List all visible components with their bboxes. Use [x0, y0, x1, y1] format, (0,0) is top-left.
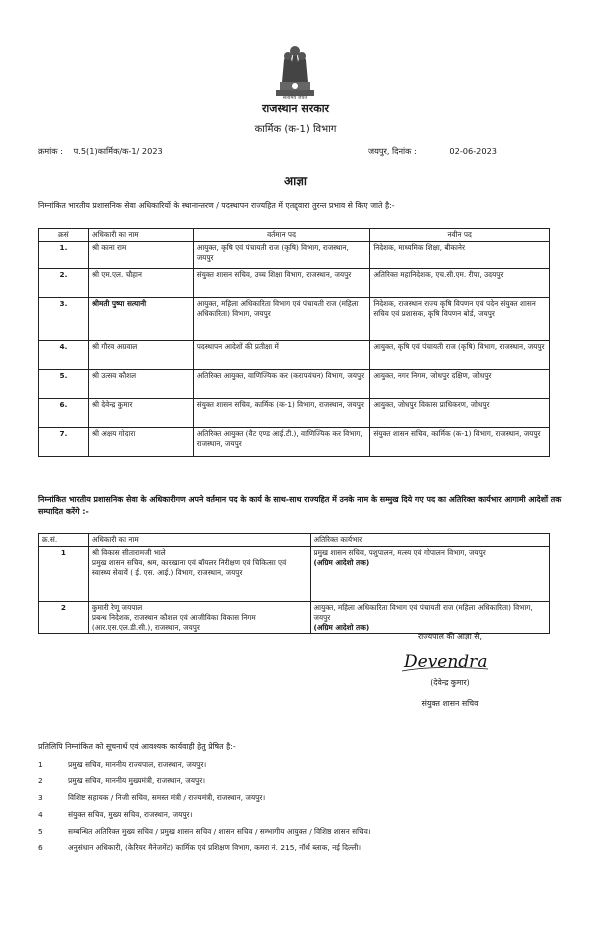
- col-header-sn: क्र.सं.: [39, 534, 89, 547]
- signature-text: Devendra: [404, 652, 488, 672]
- table-row: [39, 398, 550, 427]
- row-name: श्रीमती पुष्पा सत्यानी: [88, 297, 193, 340]
- list-item-number: 1: [38, 760, 43, 769]
- signatory-name: (देवेन्द्र कुमार): [430, 678, 470, 687]
- row-name: कुमारी रेणू जयपाल: [91, 602, 143, 612]
- charge-table-header: [39, 534, 550, 547]
- list-item-text: सम्बन्धित अतिरिक्त मुख्य सचिव / प्रमुख शासन सचिव / शासन सचिव / सम्भागीय आयुक्त / विशिष्ठ शासन सचिव।: [68, 827, 371, 836]
- row-sn: 7.: [39, 427, 89, 456]
- table-row: [39, 268, 550, 297]
- row-until: (अग्रिम आदेशो तक): [313, 622, 370, 632]
- col-header-current: वर्तमान पद: [193, 229, 370, 242]
- transfer-table-header: [39, 229, 550, 242]
- row-name: श्री उत्सव कौशल: [88, 369, 193, 398]
- table-row: [39, 340, 550, 369]
- table-row: [39, 601, 550, 634]
- order-title: आज्ञा: [283, 174, 308, 188]
- row-new-post: अतिरिक्त महानिदेशक, एच.सी.एम. रीपा, उदयपुर: [370, 268, 550, 297]
- row-new-post: आयुक्त, नगर निगम, जोधपुर दक्षिण, जोधपुर: [370, 369, 550, 398]
- order-date: 02-06-2023: [449, 146, 498, 156]
- row-current-post: अतिरिक्त आयुक्त, वाणिज्यिक कर (करापवंचन) विभाग, जयपुर: [193, 369, 370, 398]
- emblem-motto: सत्यमेव जयते: [282, 95, 308, 101]
- row-current-post: आयुक्त, महिला अधिकारिता विभाग एवं पंचायती राज (महिला अधिकारिता) विभाग, जयपुर: [193, 297, 370, 340]
- row-until: (अग्रिम आदेशो तक): [313, 557, 370, 567]
- col-header-name: अधिकारी का नाम: [88, 534, 310, 547]
- row-officer: [88, 546, 310, 601]
- row-current-post: पदस्थापन आदेशों की प्रतीक्षा में: [193, 340, 370, 369]
- transfer-intro: निम्नांकित भारतीय प्रशासनिक सेवा अधिकारियों के स्थानान्तरण / पदस्थापन राज्यहित में एतद्द्वारा तुरन्त प्रभाव से किए जाते है:-: [38, 201, 395, 210]
- row-current-post: प्रबन्ध निदेशक, राजस्थान कौशल एवं आजीविका विकास निगम (आर.एस.एल.डी.सी.), राजस्थान, जयपुर: [91, 612, 256, 632]
- row-name: श्री एम.एल. चौहान: [88, 268, 193, 297]
- row-sn: 1.: [39, 241, 89, 268]
- government-name: राजस्थान सरकार: [261, 102, 330, 115]
- copy-to-heading: प्रतिलिपि निम्नांकित को सूचनार्थ एवं आवश्यक कार्यवाही हेतु प्रेषित है:-: [38, 742, 236, 751]
- reference-line: [38, 146, 163, 157]
- place-date-label: जयपुर, दिनांक :: [368, 146, 417, 156]
- list-item-number: 3: [38, 793, 43, 802]
- list-item-text: संयुक्त सचिव, मुख्य सचिव, राजस्थान, जयपुर।: [68, 810, 193, 819]
- handwritten-signature: [396, 645, 496, 675]
- list-item-number: 2: [38, 776, 43, 785]
- list-item-text: प्रमुख सचिव, माननीय मुख्यमंत्री, राजस्थान, जयपुर।: [68, 776, 206, 785]
- col-header-charge: अतिरिक्त कार्यभार: [310, 534, 549, 547]
- list-item-number: 4: [38, 810, 43, 819]
- department-name: कार्मिक (क-1) विभाग: [254, 124, 337, 135]
- row-new-post: संयुक्त शासन सचिव, कार्मिक (क-1) विभाग, राजस्थान, जयपुर: [370, 427, 550, 456]
- row-current-post: संयुक्त शासन सचिव, कार्मिक (क-1) विभाग, राजस्थान, जयपुर: [193, 398, 370, 427]
- row-new-post: निदेशक, माध्यमिक शिक्षा, बीकानेर: [370, 241, 550, 268]
- row-sn: 2: [39, 601, 89, 634]
- list-item-text: अनुसंधान अधिकारी, (केरियर मैनेजमेंट) कार्मिक एवं प्रशिक्षण विभाग, कमरा नं. 215, नॉर्थ ब्लाक, नई दिल्ली।: [68, 843, 362, 852]
- row-officer: [88, 601, 310, 634]
- additional-charge-intro: निम्नांकित भारतीय प्रशासनिक सेवा के अधिकारीगण अपने वर्तमान पद के कार्य के साथ-साथ राज्यहित में उनके नाम के सम्मुख दिये गए पद का अतिरिक्त कार्यभार आगामी आदेशों तक सम्पादित करेंगे :-: [38, 495, 562, 517]
- list-item-text: विशिष्ट सहायक / निजी सचिव, समस्त मंत्री / राज्यमंत्री, राजस्थान, जयपुर।: [68, 793, 266, 802]
- list-item-text: प्रमुख सचिव, माननीय राज्यपाल, राजस्थान, जयपुर।: [68, 760, 207, 769]
- row-name: श्री अक्षय गोदारा: [88, 427, 193, 456]
- row-sn: 1: [39, 546, 89, 601]
- row-current-post: प्रमुख शासन सचिव, श्रम, कारखाना एवं बॉयलर निरीक्षण एवं चिकित्सा एवं स्वास्थ्य सेवायें ( ई. एस. आई.) विभाग, राजस्थान, जयपुर: [91, 557, 287, 577]
- row-current-post: आयुक्त, कृषि एवं पंचायती राज (कृषि) विभाग, राजस्थान, जयपुर: [193, 241, 370, 268]
- row-charge-post: प्रमुख शासन सचिव, पशुपालन, मत्स्य एवं गोपालन विभाग, जयपुर: [313, 547, 486, 557]
- row-new-post: आयुक्त, जोधपुर विकास प्राधिकरण, जोधपुर: [370, 398, 550, 427]
- row-name: श्री देवेन्द्र कुमार: [88, 398, 193, 427]
- by-order-text: राज्यपाल की आज्ञा से,: [417, 632, 483, 641]
- row-sn: 3.: [39, 297, 89, 340]
- list-item-number: 5: [38, 827, 43, 836]
- table-row: [39, 369, 550, 398]
- table-row: [39, 241, 550, 268]
- transfer-table: [38, 228, 550, 457]
- date-line: [368, 146, 497, 157]
- row-new-post: निदेशक, राजस्थान राज्य कृषि विपणन एवं पदेन संयुक्त शासन सचिव एवं प्रशासक, कृषि विपणन बोर्ड, जयपुर: [370, 297, 550, 340]
- row-current-post: संयुक्त शासन सचिव, उच्च शिक्षा विभाग, राजस्थान, जयपुर: [193, 268, 370, 297]
- row-new-post: आयुक्त, कृषि एवं पंचायती राज (कृषि) विभाग, राजस्थान, जयपुर: [370, 340, 550, 369]
- row-name: श्री विकास सीतारामजी भाले: [91, 547, 166, 557]
- row-name: श्री काना राम: [88, 241, 193, 268]
- row-sn: 6.: [39, 398, 89, 427]
- row-name: श्री गौरव अग्रवाल: [88, 340, 193, 369]
- row-sn: 5.: [39, 369, 89, 398]
- row-charge: [310, 546, 549, 601]
- row-sn: 4.: [39, 340, 89, 369]
- row-current-post: अतिरिक्त आयुक्त (वैट एण्ड आई.टी.), वाणिज्यिक कर विभाग, राजस्थान, जयपुर: [193, 427, 370, 456]
- ref-label: क्रमांक :: [38, 146, 63, 156]
- ref-number: प.5(1)कार्मिक/क-1/ 2023: [73, 146, 163, 156]
- signatory-designation: संयुक्त शासन सचिव: [421, 699, 479, 708]
- row-charge: [310, 601, 549, 634]
- row-charge-post: आयुक्त, महिला अधिकारिता विभाग एवं पंचायती राज (महिला अधिकारिता) विभाग, जयपुर: [313, 602, 533, 622]
- table-row: [39, 427, 550, 456]
- col-header-sn: क्रसं: [39, 229, 89, 242]
- row-sn: 2.: [39, 268, 89, 297]
- additional-charge-table: [38, 533, 550, 634]
- col-header-name: अधिकारी का नाम: [88, 229, 193, 242]
- table-row: [39, 297, 550, 340]
- list-item-number: 6: [38, 843, 43, 852]
- table-row: [39, 546, 550, 601]
- state-emblem-icon: [272, 42, 318, 100]
- col-header-new: नवीन पद: [370, 229, 550, 242]
